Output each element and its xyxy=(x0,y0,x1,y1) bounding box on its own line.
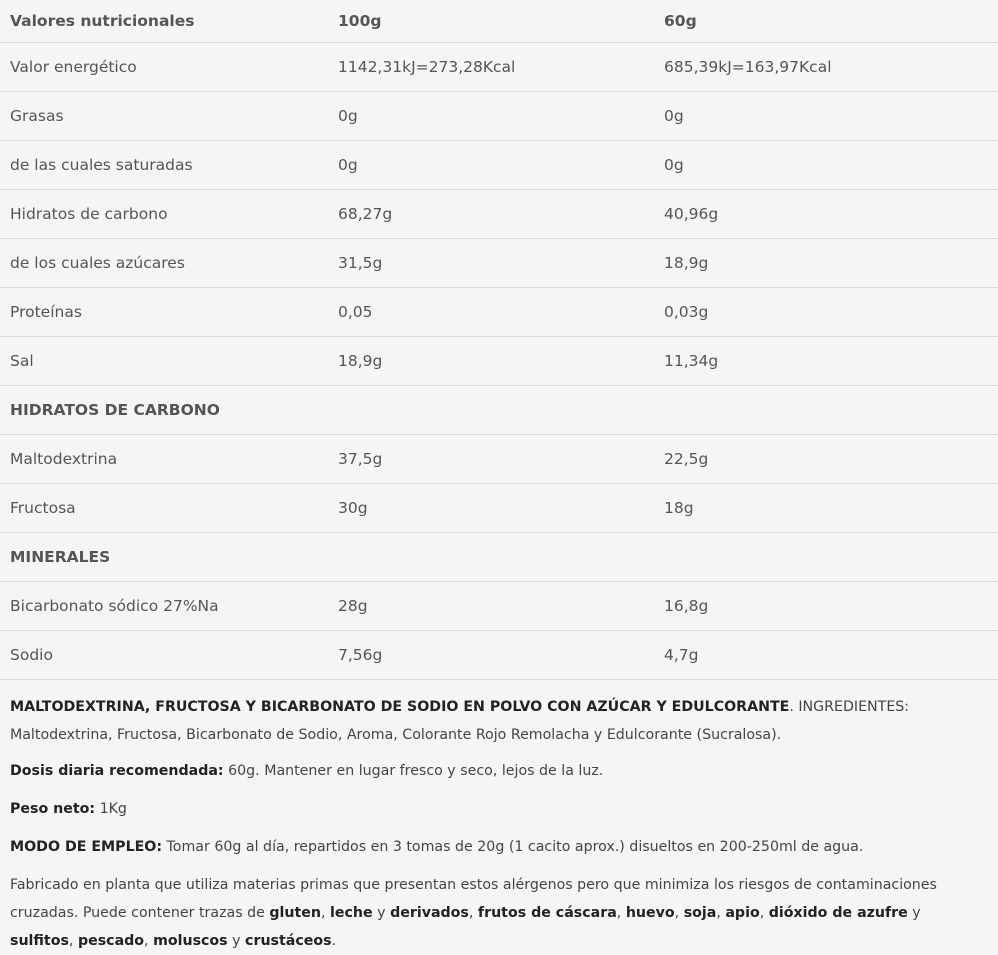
row-value-100g: 28g xyxy=(338,582,664,631)
allergen-end: . xyxy=(331,933,337,949)
section-empty-cell xyxy=(664,533,998,582)
row-value-60g: 11,34g xyxy=(664,337,998,386)
row-label: Sal xyxy=(0,337,338,386)
row-value-100g: 31,5g xyxy=(338,239,664,288)
row-value-60g: 22,5g xyxy=(664,435,998,484)
section-title-minerals: MINERALES xyxy=(0,533,338,582)
usage-label: MODO DE EMPLEO: xyxy=(10,839,163,855)
row-value-60g: 4,7g xyxy=(664,631,998,680)
row-value-60g: 0g xyxy=(664,92,998,141)
section-title-carbs: HIDRATOS DE CARBONO xyxy=(0,386,338,435)
table-row xyxy=(0,435,998,484)
allergen-separator: , xyxy=(616,905,626,921)
net-weight-value: 1Kg xyxy=(95,801,127,817)
table-row xyxy=(0,337,998,386)
row-value-60g: 0,03g xyxy=(664,288,998,337)
net-weight xyxy=(10,795,978,823)
table-row xyxy=(0,484,998,533)
allergen-separator: , xyxy=(144,933,154,949)
table-row xyxy=(0,43,998,92)
row-label: Maltodextrina xyxy=(0,435,338,484)
row-label: Grasas xyxy=(0,92,338,141)
allergen-separator: , xyxy=(468,905,478,921)
table-row xyxy=(0,582,998,631)
row-value-100g: 7,56g xyxy=(338,631,664,680)
allergen-item: soja xyxy=(683,905,717,921)
allergen-item: frutos de cáscara xyxy=(477,905,617,921)
header-60g: 60g xyxy=(664,0,998,43)
allergen-item: leche xyxy=(330,905,373,921)
row-label: Proteínas xyxy=(0,288,338,337)
header-100g: 100g xyxy=(338,0,664,43)
allergen-item: sulfitos xyxy=(10,933,69,949)
allergen-separator: , xyxy=(674,905,684,921)
row-label: Valor energético xyxy=(0,43,338,92)
row-value-60g: 16,8g xyxy=(664,582,998,631)
row-value-100g: 1142,31kJ=273,28Kcal xyxy=(338,43,664,92)
product-notes xyxy=(0,693,998,955)
row-value-60g: 0g xyxy=(664,141,998,190)
allergen-intro: Fabricado en planta que utiliza materias primas que presentan estos alérgenos pero que minimiza los riesgos de contaminaciones cruzadas. Puede contener trazas de xyxy=(10,877,937,921)
table-row xyxy=(0,239,998,288)
allergen-separator: , xyxy=(68,933,78,949)
product-name: MALTODEXTRINA, FRUCTOSA Y BICARBONATO DE SODIO EN POLVO CON AZÚCAR Y EDULCORANTE xyxy=(10,699,790,715)
table-row xyxy=(0,92,998,141)
allergen-separator: , xyxy=(759,905,769,921)
product-description xyxy=(10,693,978,749)
allergen-item: apio xyxy=(725,905,760,921)
allergen-item: dióxido de azufre xyxy=(768,905,908,921)
row-label: Hidratos de carbono xyxy=(0,190,338,239)
section-empty-cell xyxy=(664,386,998,435)
row-value-100g: 0g xyxy=(338,141,664,190)
row-value-60g: 685,39kJ=163,97Kcal xyxy=(664,43,998,92)
table-row xyxy=(0,288,998,337)
table-row xyxy=(0,190,998,239)
table-header-row xyxy=(0,0,998,43)
section-empty-cell xyxy=(338,533,664,582)
daily-dose-label: Dosis diaria recomendada: xyxy=(10,763,224,779)
section-row-minerals xyxy=(0,533,998,582)
section-empty-cell xyxy=(338,386,664,435)
row-value-60g: 40,96g xyxy=(664,190,998,239)
allergen-item: gluten xyxy=(269,905,321,921)
row-value-100g: 68,27g xyxy=(338,190,664,239)
allergen-item: huevo xyxy=(625,905,675,921)
header-label: Valores nutricionales xyxy=(0,0,338,43)
row-value-100g: 18,9g xyxy=(338,337,664,386)
allergen-separator: , xyxy=(320,905,331,921)
row-value-100g: 0,05 xyxy=(338,288,664,337)
usage-text: Tomar 60g al día, repartidos en 3 tomas de 20g (1 cacito aprox.) disueltos en 200-250ml de agua. xyxy=(162,839,864,855)
allergen-separator: y xyxy=(372,905,391,921)
allergen-item: derivados xyxy=(390,905,469,921)
table-row xyxy=(0,631,998,680)
table-row xyxy=(0,141,998,190)
allergen-item: crustáceos xyxy=(245,933,332,949)
allergen-notice xyxy=(10,871,978,955)
row-value-60g: 18,9g xyxy=(664,239,998,288)
row-label: Bicarbonato sódico 27%Na xyxy=(0,582,338,631)
allergen-item: moluscos xyxy=(153,933,228,949)
row-value-60g: 18g xyxy=(664,484,998,533)
allergen-separator: , xyxy=(716,905,726,921)
net-weight-label: Peso neto: xyxy=(10,801,96,817)
row-value-100g: 37,5g xyxy=(338,435,664,484)
row-value-100g: 0g xyxy=(338,92,664,141)
ingredients-text: . INGREDIENTES: Maltodextrina, Fructosa, Bicarbonato de Sodio, Aroma, Colorante Rojo Remolacha y Edulcorante (Sucralosa). xyxy=(10,699,910,743)
row-label: de los cuales azúcares xyxy=(0,239,338,288)
row-label: Sodio xyxy=(0,631,338,680)
allergen-separator: y xyxy=(227,933,246,949)
allergen-item: pescado xyxy=(77,933,145,949)
allergen-separator: y xyxy=(907,905,921,921)
row-label: de las cuales saturadas xyxy=(0,141,338,190)
row-label: Fructosa xyxy=(0,484,338,533)
section-row-carbs xyxy=(0,386,998,435)
daily-dose-text: 60g. Mantener en lugar fresco y seco, lejos de la luz. xyxy=(223,763,604,779)
row-value-100g: 30g xyxy=(338,484,664,533)
usage-instructions xyxy=(10,833,978,861)
daily-dose xyxy=(10,757,978,785)
